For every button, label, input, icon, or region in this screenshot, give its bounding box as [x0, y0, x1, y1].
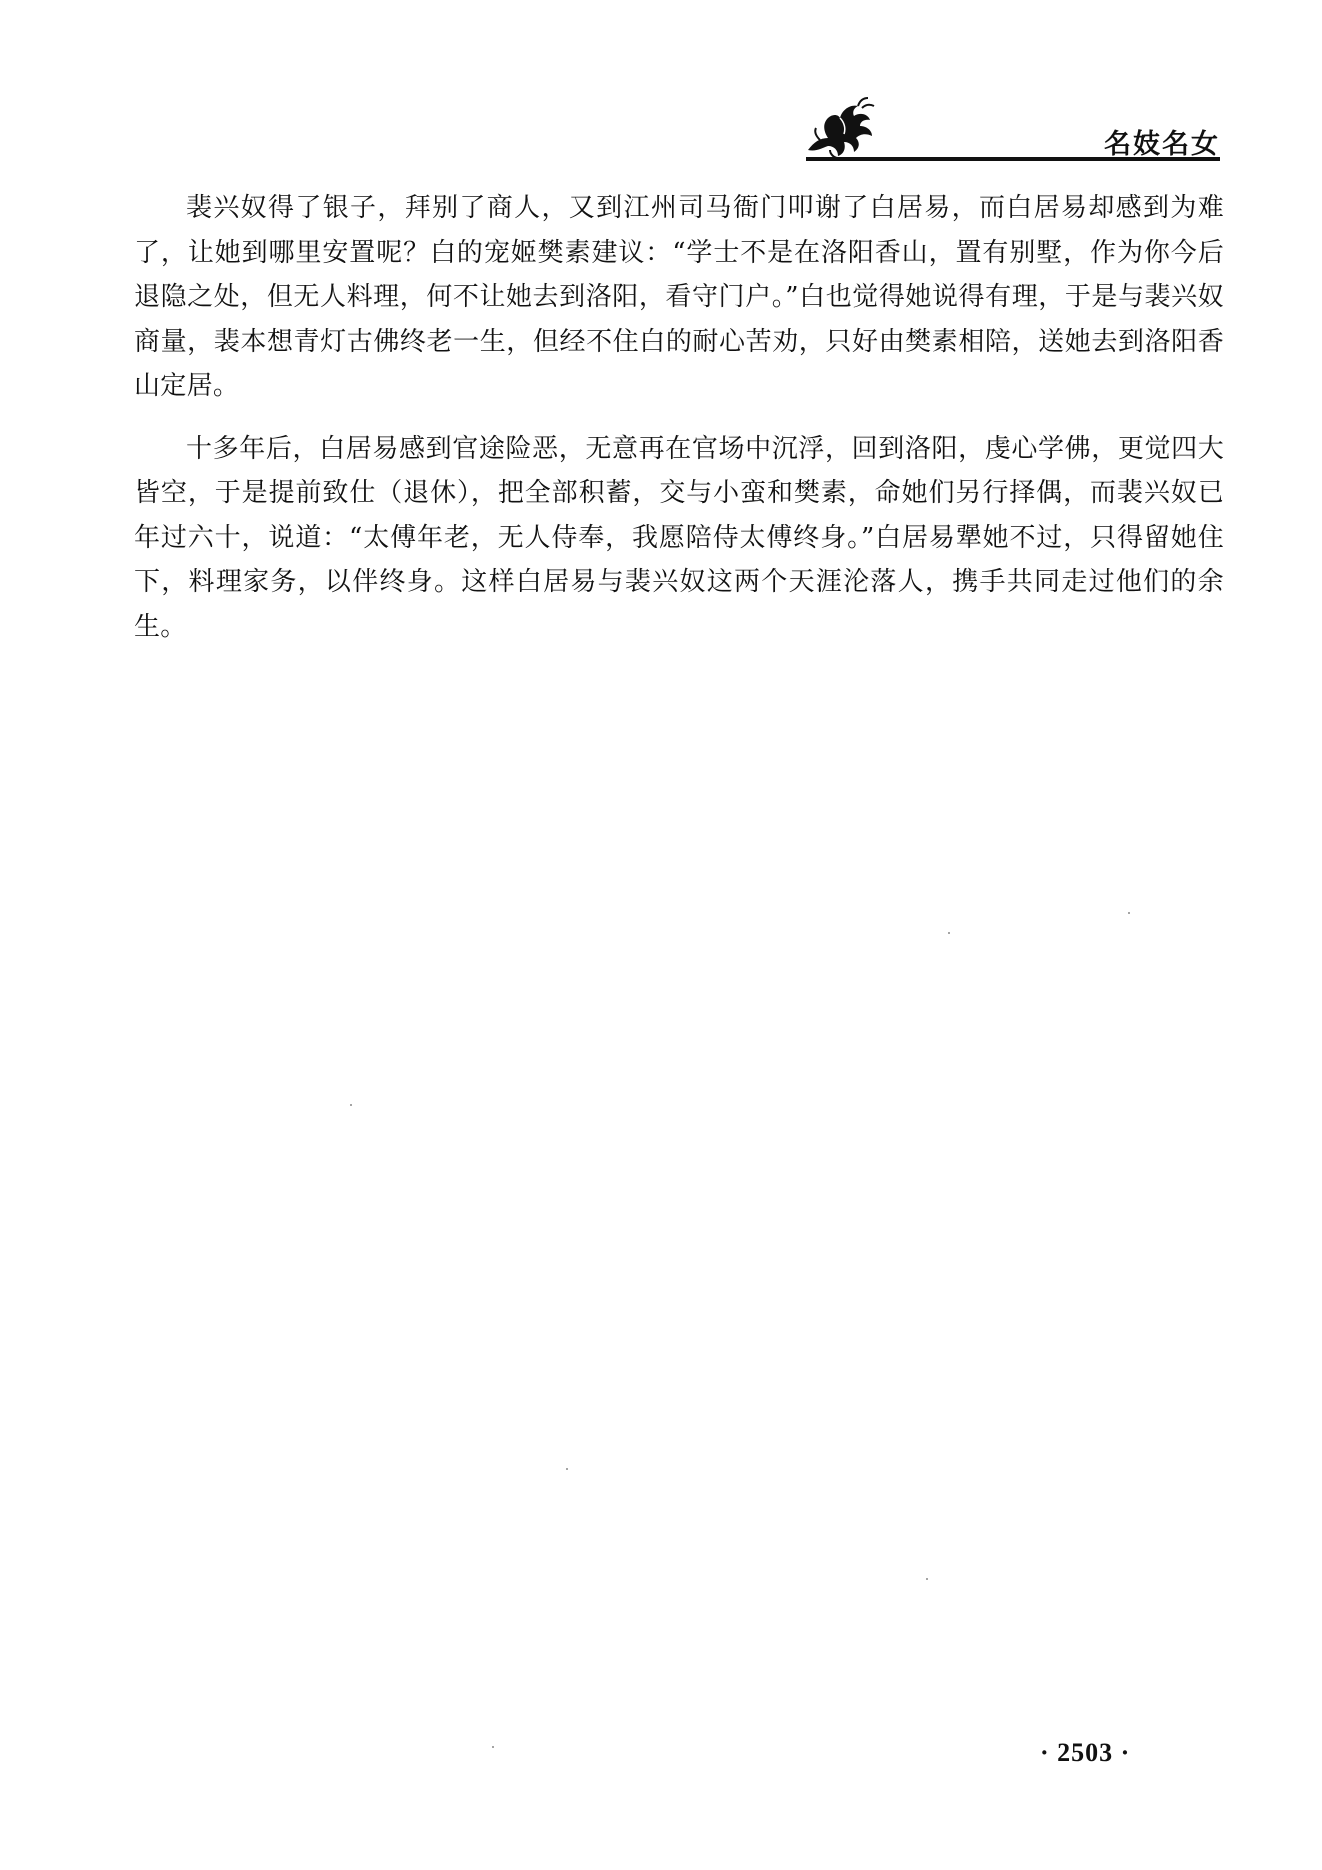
running-header [800, 92, 1220, 162]
scan-speck [492, 1746, 494, 1748]
page-number: · 2503 · [1040, 1738, 1131, 1767]
scan-speck [1128, 912, 1130, 914]
body-text [134, 186, 1224, 667]
paragraph: 裴兴奴得了银子，拜别了商人，又到江州司马衙门叩谢了白居易，而白居易却感到为难了，让她到哪里安置呢？白的宠姬樊素建议：“学士不是在洛阳香山，置有别墅，作为你今后退隐之处，但无人料理，何不让她去到洛阳，看守门户。”白也觉得她说得有理，于是与裴兴奴商量，裴本想青灯古佛终老一生，但经不住白的耐心苦劝，只好由樊素相陪，送她去到洛阳香山定居。 [134, 193, 1224, 401]
dragon-emblem-icon [800, 92, 882, 162]
paragraph: 十多年后，白居易感到官途险恶，无意再在官场中沉浮，回到洛阳，虔心学佛，更觉四大皆空，于是提前致仕（退休），把全部积蓄，交与小蛮和樊素，命她们另行择偶，而裴兴奴已年过六十，说道：“太傅年老，无人侍奉，我愿陪侍太傅终身。”白居易犟她不过，只得留她住下，料理家务，以伴终身。这样白居易与裴兴奴这两个天涯沦落人，携手共同走过他们的余生。 [134, 433, 1224, 642]
scan-speck [926, 1578, 928, 1580]
scan-speck [948, 932, 950, 934]
scan-speck [350, 1104, 352, 1106]
scan-speck [566, 1468, 568, 1470]
section-title: 名妓名女 [1104, 129, 1220, 160]
